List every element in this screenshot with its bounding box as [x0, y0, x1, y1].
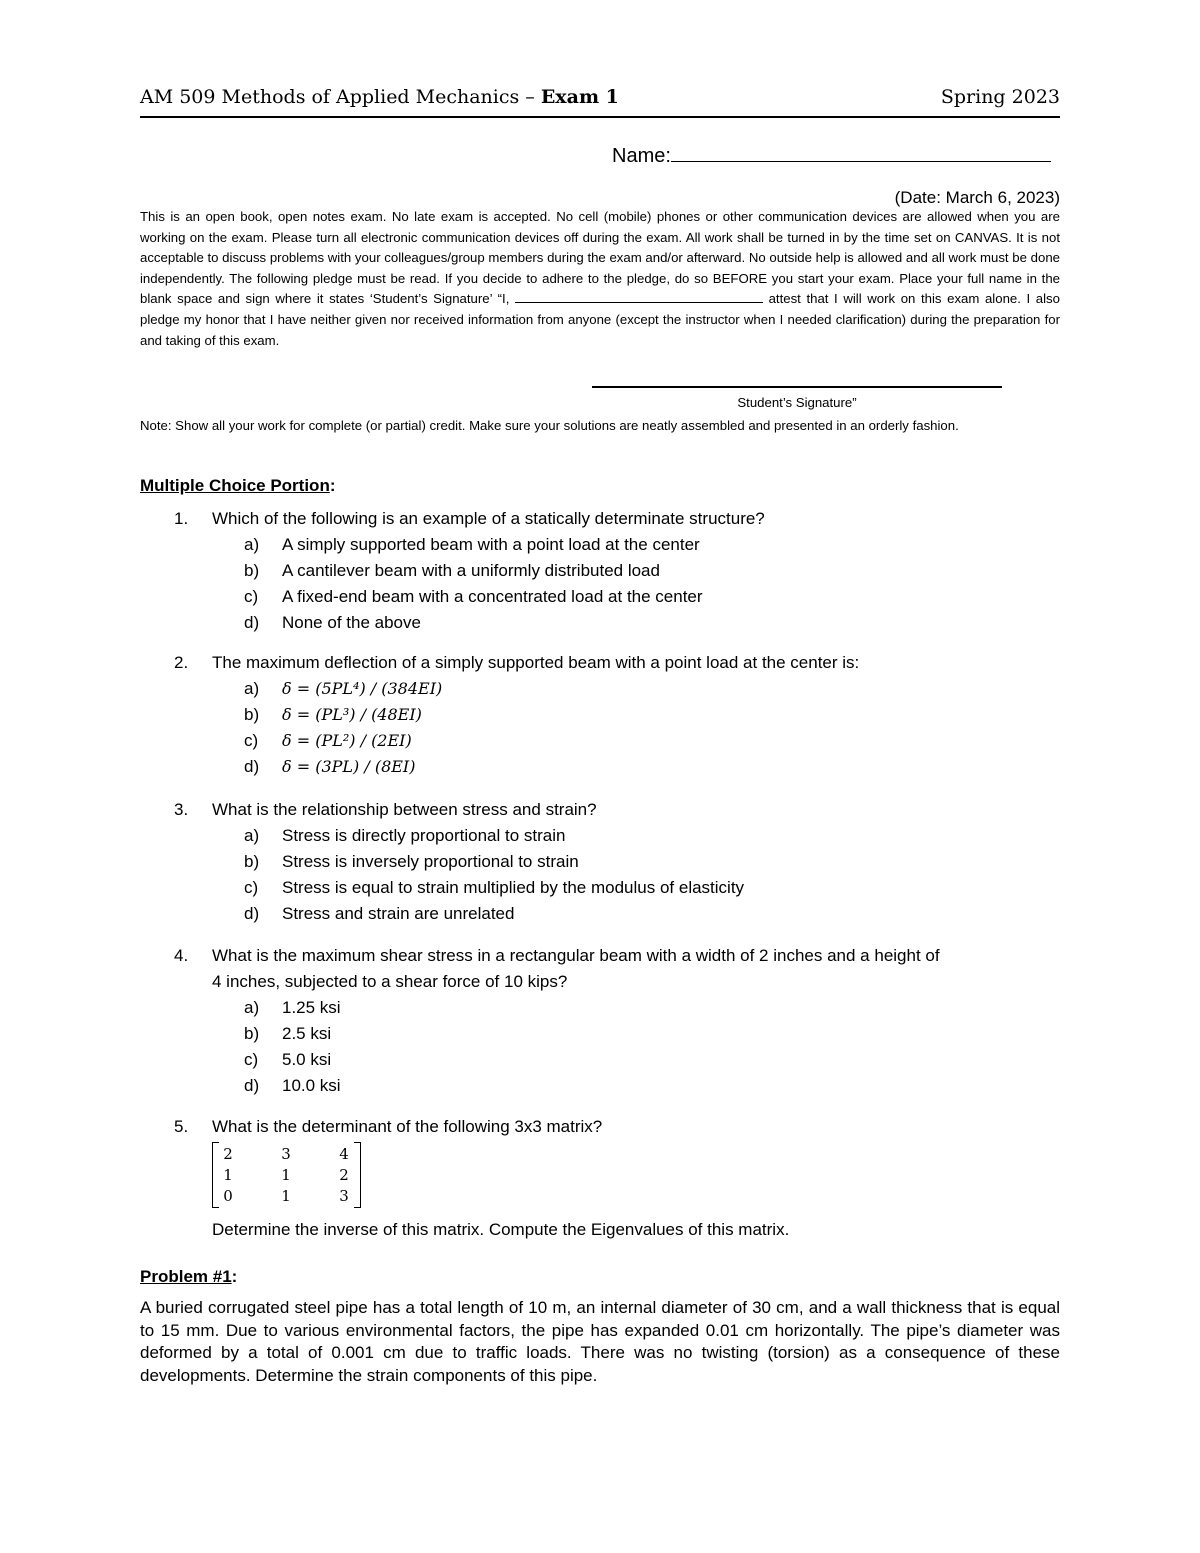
header	[140, 86, 1060, 116]
matrix-right-bracket	[354, 1142, 361, 1208]
question-5-followup: Determine the inverse of this matrix. Compute the Eigenvalues of this matrix.	[212, 1220, 790, 1239]
matrix-cell: 3	[281, 1145, 291, 1163]
option-letter: c)	[244, 587, 259, 606]
option-text: 2.5 ksi	[282, 1024, 332, 1043]
exam-page	[140, 0, 1060, 1553]
option-text: Stress is directly proportional to strain	[282, 826, 566, 845]
option	[140, 1021, 1060, 1047]
matrix-cell: 0	[223, 1187, 233, 1205]
mc-title-text: Multiple Choice Portion	[140, 476, 330, 495]
question-text: What is the relationship between stress and strain?	[212, 800, 597, 819]
option-letter: b)	[244, 1024, 260, 1043]
name-blank-line[interactable]	[671, 143, 1051, 162]
instructions-part-1: This is an open book, open notes exam. No late exam is accepted. No cell (mobile) phones or other communication devices are allowed when you are working on the exam. Please turn all electronic communication devices off during the exam. All work shall be turned in by the time set on CANVAS. It is not acceptable to discuss problems with your colleagues/group members during the exam and/or afterward. No outside help is allowed and all work must be done independently. The following pledge must be read. If you decide to adhere to the pledge, do so BEFORE you start your exam. Place your full name in the blank space and sign where it states ‘Student’s Signature’ “I,	[140, 209, 1060, 307]
option-formula: δ = (PL²) / (2EI)	[282, 731, 412, 750]
option-letter: b)	[244, 852, 260, 871]
question-text: What is the maximum shear stress in a rectangular beam with a width of 2 inches and a height of	[212, 946, 940, 965]
question-number: 5.	[174, 1117, 189, 1136]
option-text: 10.0 ksi	[282, 1076, 341, 1095]
term: Spring 2023	[940, 86, 1060, 108]
question-text: Which of the following is an example of a statically determinate structure?	[212, 509, 765, 528]
question-number: 1.	[174, 509, 189, 528]
option	[140, 1047, 1060, 1073]
option	[140, 702, 1060, 728]
option-letter: d)	[244, 613, 260, 632]
name-label: Name:	[612, 145, 671, 167]
matrix-3x3	[212, 1142, 362, 1210]
signature-line[interactable]	[592, 386, 1002, 388]
option	[140, 875, 1060, 901]
option	[140, 676, 1060, 702]
problem-1-title	[140, 1267, 237, 1287]
question-5	[140, 1114, 1060, 1140]
question-4	[140, 943, 1060, 1099]
question-1	[140, 506, 1060, 636]
option-letter: c)	[244, 878, 259, 897]
question-text: The maximum deflection of a simply supported beam with a point load at the center is:	[212, 653, 860, 672]
option-letter: a)	[244, 998, 260, 1017]
option-text: A fixed-end beam with a concentrated load at the center	[282, 587, 703, 606]
course-title	[140, 86, 619, 108]
instructions-part-2: attest that I will work on this exam alone. I also pledge my honor that I have neither given nor received information from anyone (except the instructor when I needed clarification) during the preparation for and taking of this exam.	[140, 291, 1060, 348]
matrix-cell: 1	[281, 1187, 291, 1205]
exam-title: Exam 1	[540, 86, 619, 108]
option-letter: a)	[244, 679, 260, 698]
option-letter: d)	[244, 757, 260, 776]
option-letter: a)	[244, 535, 260, 554]
course-name: AM 509 Methods of Applied Mechanics –	[140, 86, 541, 108]
option-letter: d)	[244, 1076, 260, 1095]
problem-1-text: A buried corrugated steel pipe has a total length of 10 m, an internal diameter of 30 cm, and a wall thickness that is equal to 15 mm. Due to various environmental factors, the pipe has expanded 0.01 cm horizontally. The pipe’s diameter was deformed by a total of 0.001 cm due to traffic loads. There was no twisting (torsion) as a consequence of these developments. Determine the strain components of this pipe.	[140, 1298, 1060, 1385]
problem-1-title-colon: :	[231, 1267, 238, 1286]
pledge-name-blank[interactable]	[515, 291, 763, 303]
option-formula: δ = (PL³) / (48EI)	[282, 705, 422, 724]
option-letter: b)	[244, 561, 260, 580]
option-letter: c)	[244, 731, 259, 750]
option-text: Stress and strain are unrelated	[282, 904, 515, 923]
option-text: Stress is inversely proportional to strain	[282, 852, 579, 871]
option-formula: δ = (5PL⁴) / (384EI)	[282, 679, 443, 698]
option-letter: d)	[244, 904, 260, 923]
matrix-cell: 2	[339, 1166, 349, 1184]
option-letter: b)	[244, 705, 260, 724]
option	[140, 728, 1060, 754]
option	[140, 1073, 1060, 1099]
option-text: 5.0 ksi	[282, 1050, 332, 1069]
mc-section-title	[140, 476, 336, 496]
matrix-cell: 2	[223, 1145, 233, 1163]
instructions-paragraph	[140, 207, 1060, 351]
question-number: 3.	[174, 800, 189, 819]
name-field	[612, 143, 1051, 168]
option-text: 1.25 ksi	[282, 998, 341, 1017]
option	[140, 584, 1060, 610]
question-number: 4.	[174, 946, 189, 965]
option	[140, 823, 1060, 849]
problem-1-title-text: Problem #1	[140, 1267, 232, 1286]
option	[140, 849, 1060, 875]
exam-date: (Date: March 6, 2023)	[894, 188, 1060, 207]
question-3	[140, 797, 1060, 927]
option-letter: a)	[244, 826, 260, 845]
option-letter: c)	[244, 1050, 259, 1069]
option-formula: δ = (3PL) / (8EI)	[282, 757, 416, 776]
option	[140, 558, 1060, 584]
option	[140, 532, 1060, 558]
question-2	[140, 650, 1060, 780]
matrix-cell: 1	[223, 1166, 233, 1184]
option-text: A simply supported beam with a point load at the center	[282, 535, 700, 554]
option	[140, 901, 1060, 927]
matrix-cell: 4	[339, 1145, 349, 1163]
mc-title-colon: :	[329, 476, 336, 495]
matrix-cell: 1	[281, 1166, 291, 1184]
option-text: A cantilever beam with a uniformly distributed load	[282, 561, 660, 580]
note-paragraph: Note: Show all your work for complete (or partial) credit. Make sure your solutions are neatly assembled and presented in an orderly fashion.	[140, 418, 959, 433]
signature-label: Student’s Signature”	[737, 395, 857, 410]
question-number: 2.	[174, 653, 189, 672]
option-text: None of the above	[282, 613, 421, 632]
question-text-continued: 4 inches, subjected to a shear force of 10 kips?	[212, 972, 568, 991]
question-text: What is the determinant of the following 3x3 matrix?	[212, 1117, 603, 1136]
header-rule	[140, 116, 1060, 118]
option	[140, 610, 1060, 636]
option	[140, 754, 1060, 780]
option-text: Stress is equal to strain multiplied by the modulus of elasticity	[282, 878, 745, 897]
matrix-cell: 3	[339, 1187, 349, 1205]
option	[140, 995, 1060, 1021]
